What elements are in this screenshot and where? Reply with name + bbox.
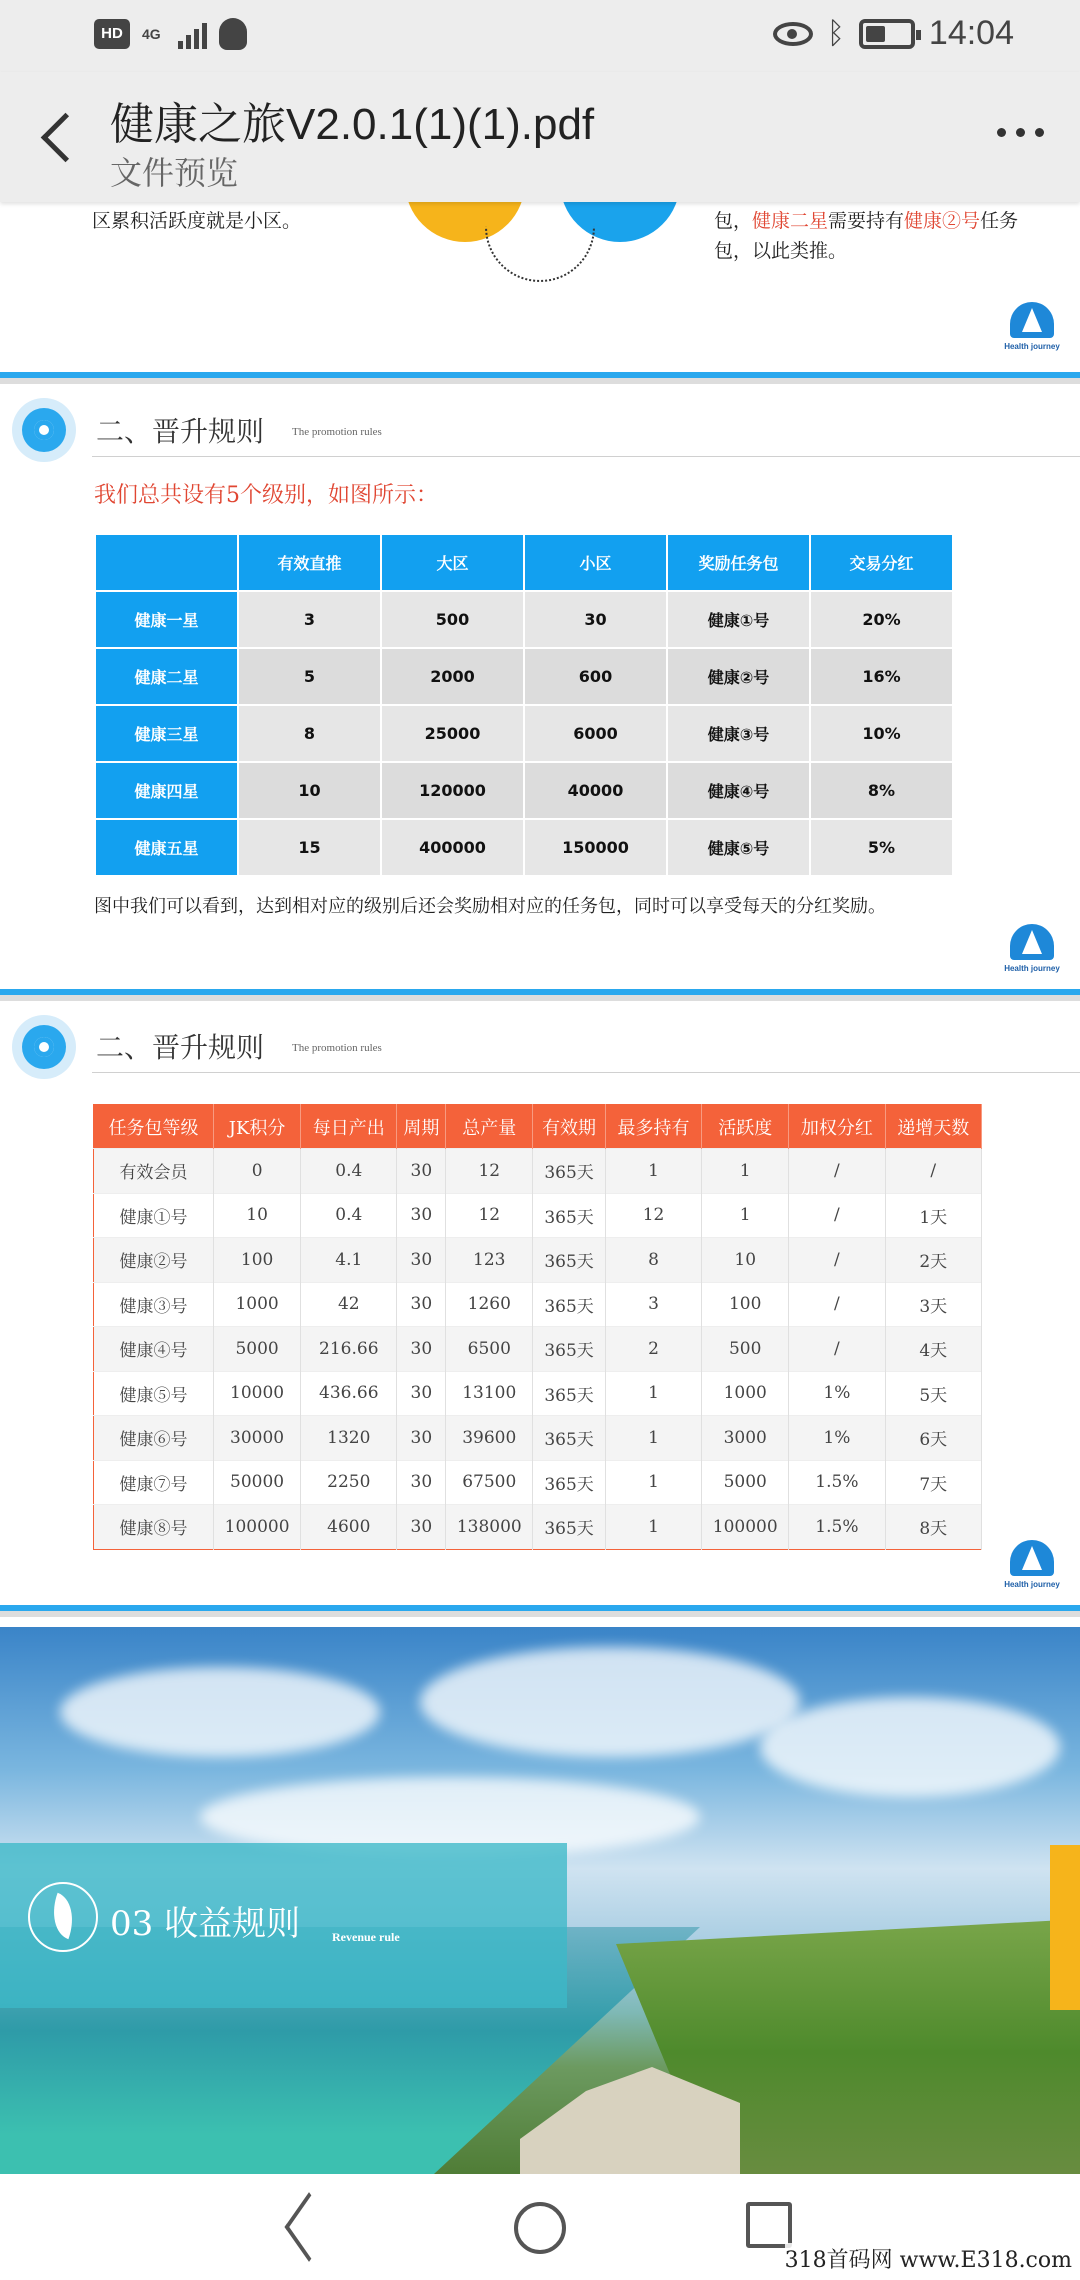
- page-separator: [0, 372, 1080, 384]
- level-table: [95, 534, 953, 876]
- bluetooth-icon: ᛒ: [826, 16, 845, 50]
- table-row: 健康⑥号 30000 1320 30 39600 365天 1 3000 1% 6天: [94, 1416, 982, 1461]
- qq-icon: [219, 18, 247, 50]
- page-separator: [0, 989, 1080, 1001]
- table-row: 健康②号 100 4.1 30 123 365天 8 10 / 2天: [94, 1238, 982, 1283]
- watermark: 318首码网 www.E318.com: [785, 2243, 1072, 2274]
- section1-subtitle: The promotion rules: [292, 426, 382, 438]
- clock: 14:04: [928, 14, 1014, 52]
- table-row: 有效会员 0 0.4 30 12 365天 1 1 / /: [94, 1149, 982, 1194]
- section1-note: 图中我们可以看到，达到相对应的级别后还会奖励相对应的任务包，同时可以享受每天的分红奖励。: [94, 896, 886, 917]
- section1-rule: [92, 456, 1080, 457]
- battery-icon: [859, 19, 915, 49]
- eye-icon: [773, 22, 813, 46]
- pdf-viewer[interactable]: [0, 202, 1080, 2174]
- health-journey-logo: Health journey: [1000, 924, 1064, 984]
- page1-right-text: 包，健康二星需要持有健康②号任务 包，以此类推。: [714, 210, 1019, 262]
- table-row: 健康①号 10 0.4 30 12 365天 12 1 / 1天: [94, 1193, 982, 1238]
- hd-icon: HD: [94, 19, 130, 49]
- dotted-arc: [462, 202, 618, 305]
- section3-title: 03 收益规则: [110, 1904, 301, 1944]
- table-row: 健康⑤号 10000 436.66 30 13100 365天 1 1000 1% 5天: [94, 1371, 982, 1416]
- system-nav-bar: [0, 2174, 1080, 2280]
- more-options-button[interactable]: [997, 128, 1044, 137]
- table-row: 健康④号 5000 216.66 30 6500 365天 2 500 / 4天: [94, 1327, 982, 1372]
- document-subtitle: 文件预览: [110, 154, 239, 192]
- back-button[interactable]: [28, 102, 88, 172]
- table-row: 健康二星 5 2000 600 健康②号 16%: [95, 648, 953, 705]
- section1-title: 二、晋升规则: [96, 415, 265, 448]
- section-bullet-icon: [12, 398, 76, 462]
- table-row: 健康⑧号 100000 4600 30 138000 365天 1 100000 1.5% 8天: [94, 1505, 982, 1550]
- section3-subtitle: Revenue rule: [332, 1930, 400, 1944]
- table-row: 健康③号 1000 42 30 1260 365天 3 100 / 3天: [94, 1282, 982, 1327]
- page1-left-text: 区累积活跃度就是小区。: [92, 210, 302, 232]
- table-row: 健康一星 3 500 30 健康①号 20%: [95, 591, 953, 648]
- page-fragment: [0, 202, 1080, 372]
- leaf-icon: [28, 1882, 98, 1952]
- nav-home-button[interactable]: [514, 2202, 566, 2254]
- table-row: 健康五星 15 400000 150000 健康⑤号 5%: [95, 819, 953, 876]
- table-row: 健康四星 10 120000 40000 健康④号 8%: [95, 762, 953, 819]
- section1-intro: 我们总共设有5个级别，如图所示：: [94, 483, 438, 508]
- table-header-row: 有效直推 大区 小区 奖励任务包 交易分红: [95, 534, 953, 591]
- title-bar: [0, 72, 1080, 202]
- status-bar: [0, 0, 1080, 72]
- table-header-row: 任务包等级 JK积分 每日产出 周期 总产量 有效期 最多持有 活跃度 加权分红 递增天数: [94, 1105, 982, 1149]
- section2-subtitle: The promotion rules: [292, 1042, 382, 1054]
- yellow-tab: [1050, 1845, 1080, 2010]
- page-separator: [0, 1605, 1080, 1617]
- table-row: 健康⑦号 50000 2250 30 67500 365天 1 5000 1.5% 7天: [94, 1460, 982, 1505]
- nav-back-button[interactable]: [284, 2202, 332, 2254]
- section2-title: 二、晋升规则: [96, 1031, 265, 1064]
- table-row: 健康三星 8 25000 6000 健康③号 10%: [95, 705, 953, 762]
- task-package-table: [93, 1104, 982, 1550]
- section2-rule: [92, 1072, 1080, 1073]
- nav-recents-button[interactable]: [746, 2202, 792, 2248]
- network-label: 4G: [142, 26, 161, 42]
- health-journey-logo: Health journey: [1000, 302, 1064, 362]
- signal-icon: [178, 19, 207, 49]
- health-journey-logo: Health journey: [1000, 1540, 1064, 1600]
- document-title: 健康之旅V2.0.1(1)(1).pdf: [110, 100, 595, 149]
- section-bullet-icon: [12, 1015, 76, 1079]
